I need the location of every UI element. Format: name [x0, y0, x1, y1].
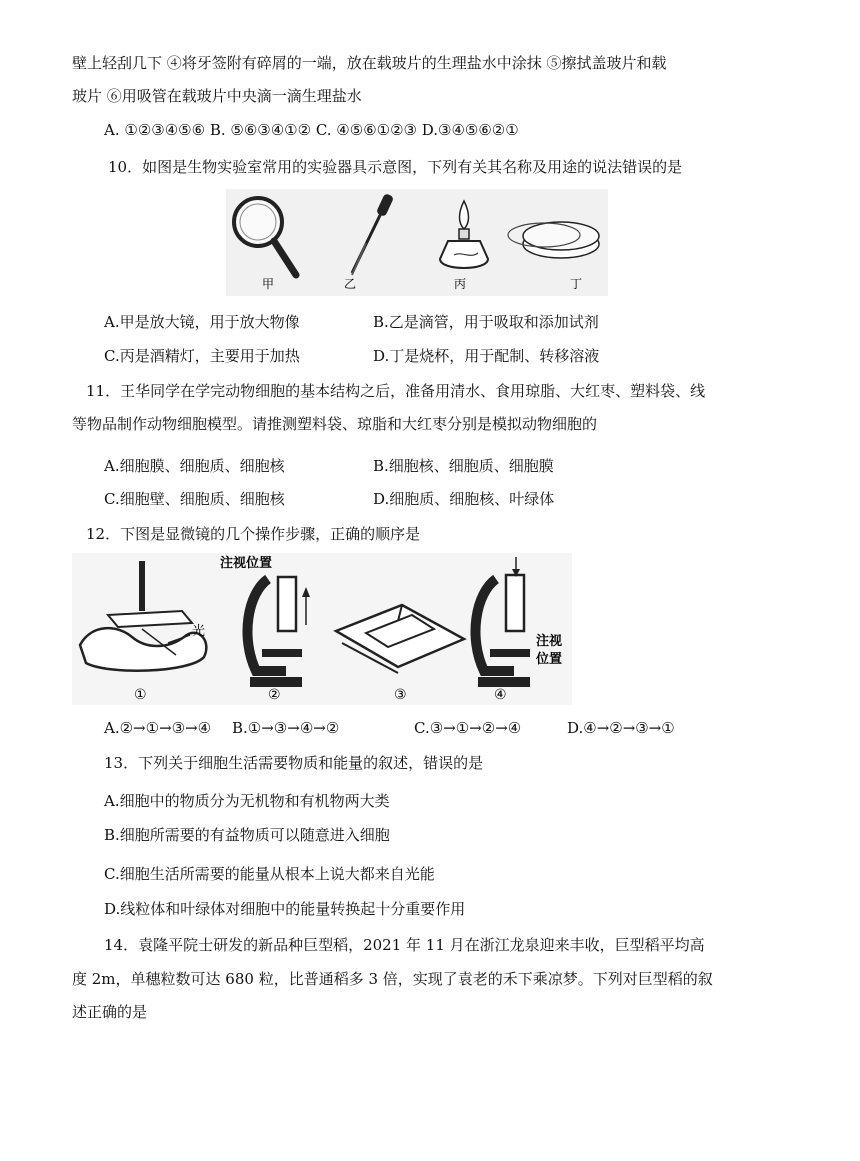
step-number-4: ④ — [494, 687, 507, 703]
q10-option-c: C.丙是酒精灯，主要用于加热 — [104, 347, 300, 365]
q13-option-c: C.细胞生活所需要的能量从根本上说大都来自光能 — [104, 865, 435, 883]
label-yi: 乙 — [344, 277, 357, 291]
q9-continuation-line-1: 壁上轻刮几下 ④将牙签附有碎屑的一端，放在载玻片的生理盐水中涂抹 ⑤擦拭盖玻片和载 — [72, 54, 667, 72]
q9-continuation-line-2: 玻片 ⑥用吸管在载玻片中央滴一滴生理盐水 — [72, 87, 362, 105]
label-ding: 丁 — [570, 277, 583, 291]
q12-option-c: C.③→①→②→④ — [414, 719, 522, 737]
q13-stem: 13．下列关于细胞生活需要物质和能量的叙述，错误的是 — [104, 754, 484, 772]
q14-stem-line-3: 述正确的是 — [72, 1003, 148, 1021]
q12-stem: 12．下图是显微镜的几个操作步骤，正确的顺序是 — [86, 525, 421, 543]
q11-stem-line-2: 等物品制作动物细胞模型。请推测塑料袋、琼脂和大红枣分别是模拟动物细胞的 — [72, 415, 598, 433]
q10-option-d: D.丁是烧杯，用于配制、转移溶液 — [373, 347, 600, 365]
label-bing: 丙 — [454, 277, 467, 291]
q12-microscope-steps-figure — [72, 553, 572, 705]
q11-option-a: A.细胞膜、细胞质、细胞核 — [104, 457, 285, 475]
step-number-3: ③ — [394, 687, 407, 703]
q14-stem-line-1: 14．袁隆平院士研发的新品种巨型稻，2021 年 11 月在浙江龙泉迎来丰收，巨型稻平均高 — [104, 936, 705, 954]
label-jia: 甲 — [262, 277, 275, 291]
q13-option-d: D.线粒体和叶绿体对细胞中的能量转换起十分重要作用 — [104, 900, 466, 918]
q11-option-d: D.细胞质、细胞核、叶绿体 — [373, 490, 555, 508]
step-number-1: ① — [134, 687, 147, 703]
q12-option-b: B.①→③→④→② — [232, 719, 340, 737]
q10-option-b: B.乙是滴管，用于吸取和添加试剂 — [373, 313, 599, 331]
q13-option-b: B.细胞所需要的有益物质可以随意进入细胞 — [104, 826, 390, 844]
watch-position-label-right-1: 注视 — [536, 634, 563, 649]
light-label: 光 — [192, 624, 206, 639]
q10-lab-equipment-figure — [226, 189, 608, 296]
step-number-2: ② — [268, 687, 281, 703]
q13-option-a: A.细胞中的物质分为无机物和有机物两大类 — [104, 792, 390, 810]
q11-stem-line-1: 11．王华同学在学完动物细胞的基本结构之后，准备用清水、食用琼脂、大红枣、塑料袋、线 — [86, 382, 706, 400]
q10-stem: 10．如图是生物实验室常用的实验器具示意图，下列有关其名称及用途的说法错误的是 — [108, 158, 683, 176]
watch-position-label-top: 注视位置 — [220, 556, 273, 571]
q10-option-a: A.甲是放大镜，用于放大物像 — [104, 313, 300, 331]
watch-position-label-right-2: 位置 — [536, 652, 563, 667]
q11-option-b: B.细胞核、细胞质、细胞膜 — [373, 457, 554, 475]
q12-option-a: A.②→①→③→④ — [104, 719, 212, 737]
q9-options: A. ①②③④⑤⑥ B. ⑤⑥③④①② C. ④⑤⑥①②③ D.③④⑤⑥②① — [104, 121, 519, 139]
q11-option-c: C.细胞壁、细胞质、细胞核 — [104, 490, 285, 508]
q14-stem-line-2: 度 2m，单穗粒数可达 680 粒，比普通稻多 3 倍，实现了袁老的禾下乘凉梦。下列对巨型稻的叙 — [72, 970, 713, 988]
q12-option-d: D.④→②→③→① — [567, 719, 675, 737]
